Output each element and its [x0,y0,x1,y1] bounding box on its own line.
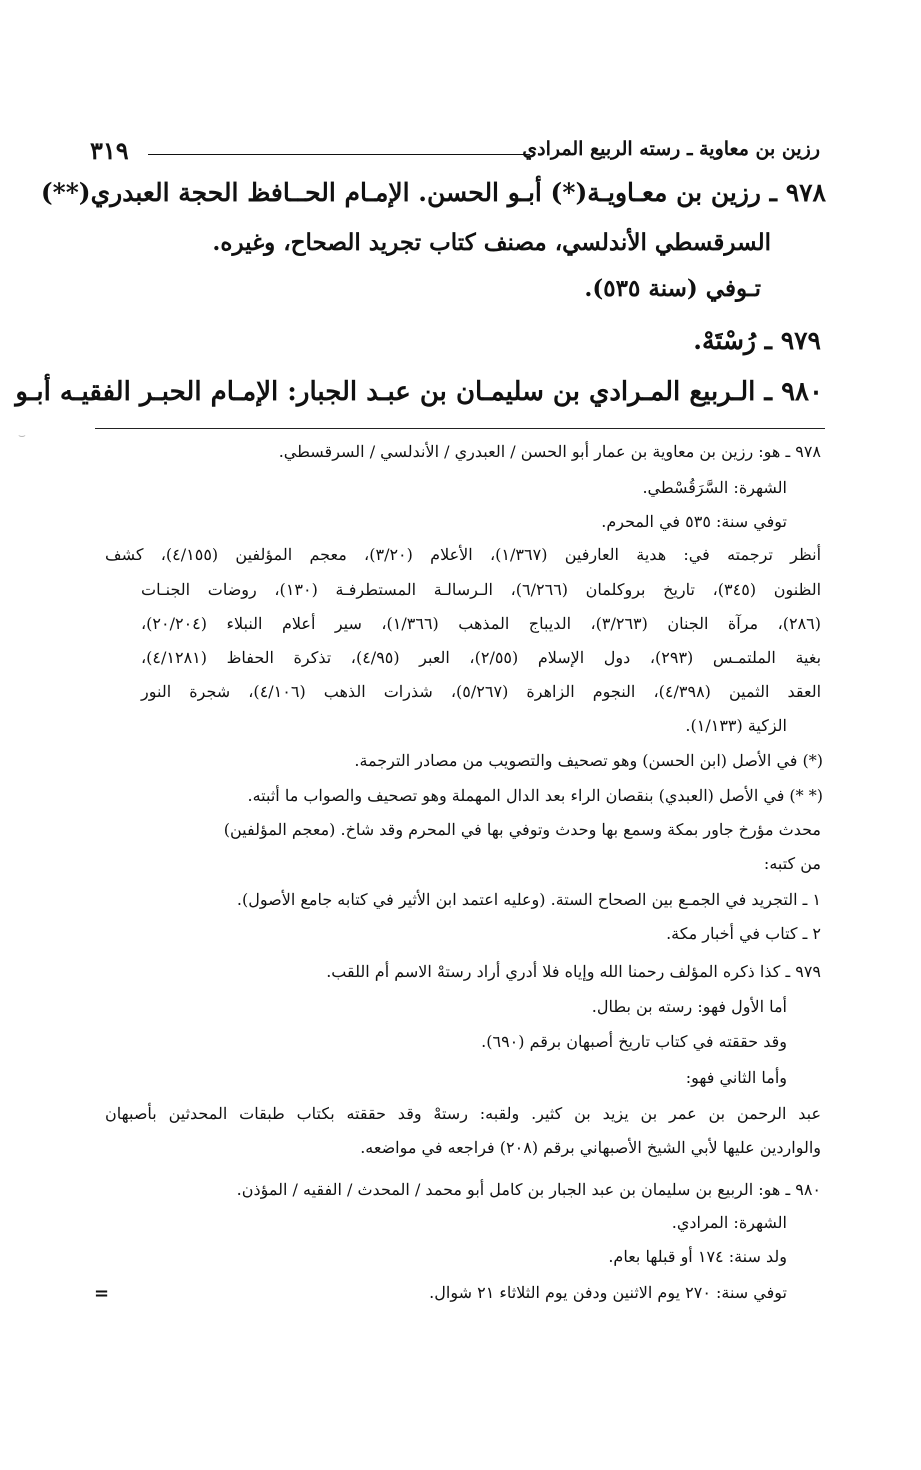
footnote-line: الشهرة: المرادي. [671,1213,787,1232]
entry-978-line-1: ٩٧٨ ـ رزين بن معـاويـة(*) أبـو الحسن. الإمـام الحــافظ الحجة العبدري(**) [40,178,826,207]
footnote-line: ولد سنة: ١٧٤ أو قبلها بعام. [608,1247,787,1266]
footnote-line: والواردين عليها لأبي الشيخ الأصبهاني برقم (٢٠٨) فراجعه في مواضعه. [360,1138,821,1157]
footnote-980-line: ٩٨٠ ـ هو: الربيع بن سليمان بن عبد الجبار بن كامل أبو محمد / المحدث / الفقيه / المؤذن. [236,1180,821,1199]
footnote-line: أما الأول فهو: رسته بن بطال. [591,997,787,1016]
continuation-mark: = [94,1283,110,1304]
entry-978-line-2: السرقسطي الأندلسي، مصنف كتاب تجريد الصحاح، وغيره. [212,229,771,256]
footnote-asterisk-2: (* *) في الأصل (العبدي) بنقصان الراء بعد الدال المهملة وهو تصحيف والصواب ما أثبته. [247,786,823,805]
footnote-line: عبد الرحمن بن عمر بن يزيد بن كثير. ولقبه: رستهْ وقد حققته بكتاب طبقات المحدثين بأصبهان [105,1104,822,1123]
running-header [90,136,820,170]
scan-mark: ⌣ [18,428,26,442]
footnote-list-item: ٢ ـ كتاب في أخبار مكة. [666,924,821,943]
footnote-line: الزكية (١/١٣٣). [685,716,787,735]
footnote-line: من كتبه: [763,854,821,873]
header-rule [148,154,530,155]
footnote-separator-rule [95,428,825,429]
footnote-line: (٢٨٦)، مرآة الجنان (٣/٢٦٣)، الديباج المذهب (١/٣٦٦)، سير أعلام النبلاء (٢٠/٢٠٤)، [141,614,822,633]
entry-978-line-3: تـوفي (سنة ٥٣٥). [584,275,761,302]
footnote-line: الشهرة: السَّرَقُسْطي. [642,478,787,497]
footnote-line: وقد حققته في كتاب تاريخ أصبهان برقم (٦٩٠). [481,1032,787,1051]
page-number: ٣١٩ [90,136,129,165]
footnote-978-line: ٩٧٨ ـ هو: رزين بن معاوية بن عمار أبو الحسن / العبدري / الأندلسي / السرقسطي. [278,442,821,461]
footnote-979-line: ٩٧٩ ـ كذا ذكره المؤلف رحمنا الله وإياه فلا أدري أراد رستهْ الاسم أم اللقب. [326,962,821,981]
footnote-list-item: ١ ـ التجريد في الجمـع بين الصحاح الستة. (وعليه اعتمد ابن الأثير في كتابه جامع الأصول). [236,890,821,909]
footnote-line: بغية الملتمـس (٢٩٣)، دول الإسلام (٢/٥٥)، العبر (٤/٩٥)، تذكرة الحفاظ (٤/١٢٨١)، [141,648,822,667]
footnote-asterisk-1: (*) في الأصل (ابن الحسن) وهو تصحيف والتصويب من مصادر الترجمة. [354,751,823,770]
footnote-line: توفي سنة: ٥٣٥ في المحرم. [601,512,787,531]
footnote-line: الظنون (٣٤٥)، تاريخ بروكلمان (٦/٢٦٦)، الـرسالـة المستطرفـة (١٣٠)، روضات الجنـات [141,580,822,599]
running-title: رزين بن معاوية ـ رسته الربيع المرادي [522,138,820,160]
entry-980-line-1: ٩٨٠ ـ الـربيع المـرادي بن سليمـان بن عبـد الجبار: الإمـام الحبـر الفقيـه أبـو [15,377,823,407]
footnote-line: وأما الثاني فهو: [685,1068,787,1087]
footnote-line: محدث مؤرخ جاور بمكة وسمع بها وحدث وتوفي بها في المحرم وقد شاخ. (معجم المؤلفين) [223,820,821,839]
entry-979: ٩٧٩ ـ رُسْتَهْ. [693,326,821,355]
footnote-line: العقد الثمين (٤/٣٩٨)، النجوم الزاهرة (٥/٢٦٧)، شذرات الذهب (٤/١٠٦)، شجرة النور [141,682,822,701]
footnote-line: توفي سنة: ٢٧٠ يوم الاثنين ودفن يوم الثلاثاء ٢١ شوال. [429,1283,787,1302]
footnote-line: أنظر ترجمته في: هدية العارفين (١/٣٦٧)، الأعلام (٣/٢٠)، معجم المؤلفين (٤/١٥٥)، كشف [105,545,822,564]
